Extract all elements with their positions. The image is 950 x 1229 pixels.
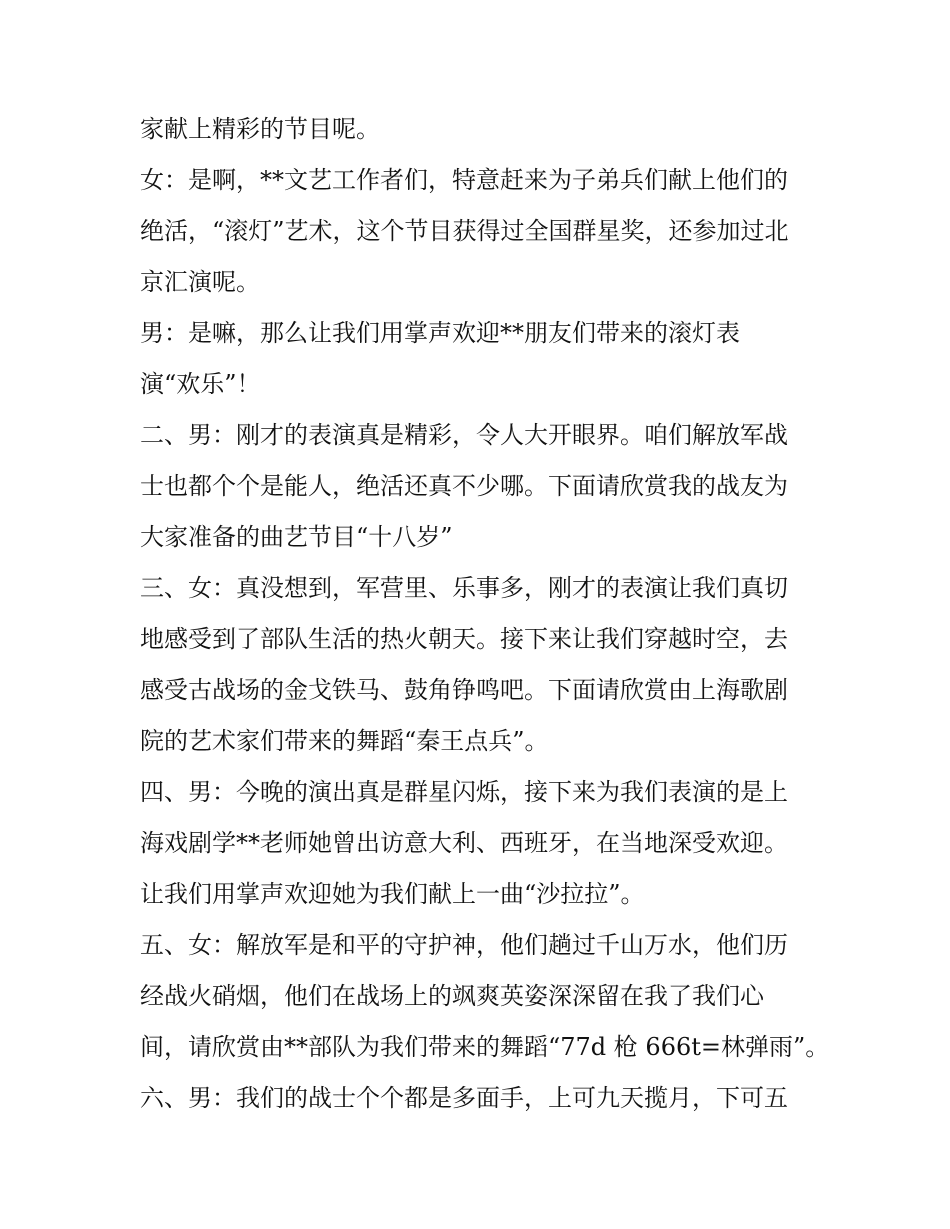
text-line-12: 感受古战场的金戈铁马、鼓角铮鸣吧。下面请欣赏由上海歌剧: [140, 676, 788, 704]
text-line-13: 院的艺术家们带来的舞蹈“秦王点兵”。: [140, 727, 549, 755]
text-line-19: 间，请欣赏由**部队为我们带来的舞蹈“77d 枪 666t=林弹雨”。: [140, 1033, 830, 1061]
text-line-9: 大家准备的曲艺节目“十八岁”: [140, 523, 453, 551]
text-line-7: 二、男：刚才的表演真是精彩，令人大开眼界。咱们解放军战: [140, 421, 788, 449]
text-line-11: 地感受到了部队生活的热火朝天。接下来让我们穿越时空，去: [140, 625, 788, 653]
text-line-10: 三、女：真没想到，军营里、乐事多，刚才的表演让我们真切: [140, 574, 788, 602]
text-line-4: 京汇演呢。: [140, 268, 260, 296]
text-line-8: 士也都个个是能人，绝活还真不少哪。下面请欣赏我的战友为: [140, 472, 788, 500]
text-line-16: 让我们用掌声欢迎她为我们献上一曲“沙拉拉”。: [140, 880, 645, 908]
text-line-2: 女：是啊，**文艺工作者们，特意赶来为子弟兵们献上他们的: [140, 166, 788, 194]
text-line-3: 绝活，“滚灯”艺术，这个节目获得过全国群星奖，还参加过北: [140, 217, 789, 245]
text-line-1: 家献上精彩的节目呢。: [140, 115, 380, 143]
text-line-17: 五、女：解放军是和平的守护神，他们趟过千山万水，他们历: [140, 931, 788, 959]
text-line-18: 经战火硝烟，他们在战场上的飒爽英姿深深留在我了我们心: [140, 982, 764, 1010]
text-line-6: 演“欢乐”！: [140, 370, 261, 398]
text-line-20: 六、男：我们的战士个个都是多面手，上可九天揽月，下可五: [140, 1084, 788, 1112]
text-line-5: 男：是嘛，那么让我们用掌声欢迎**朋友们带来的滚灯表: [140, 319, 740, 347]
script-text-block: [140, 104, 830, 1124]
text-line-15: 海戏剧学**老师她曾出访意大利、西班牙，在当地深受欢迎。: [140, 829, 788, 857]
text-line-14: 四、男：今晚的演出真是群星闪烁，接下来为我们表演的是上: [140, 778, 788, 806]
